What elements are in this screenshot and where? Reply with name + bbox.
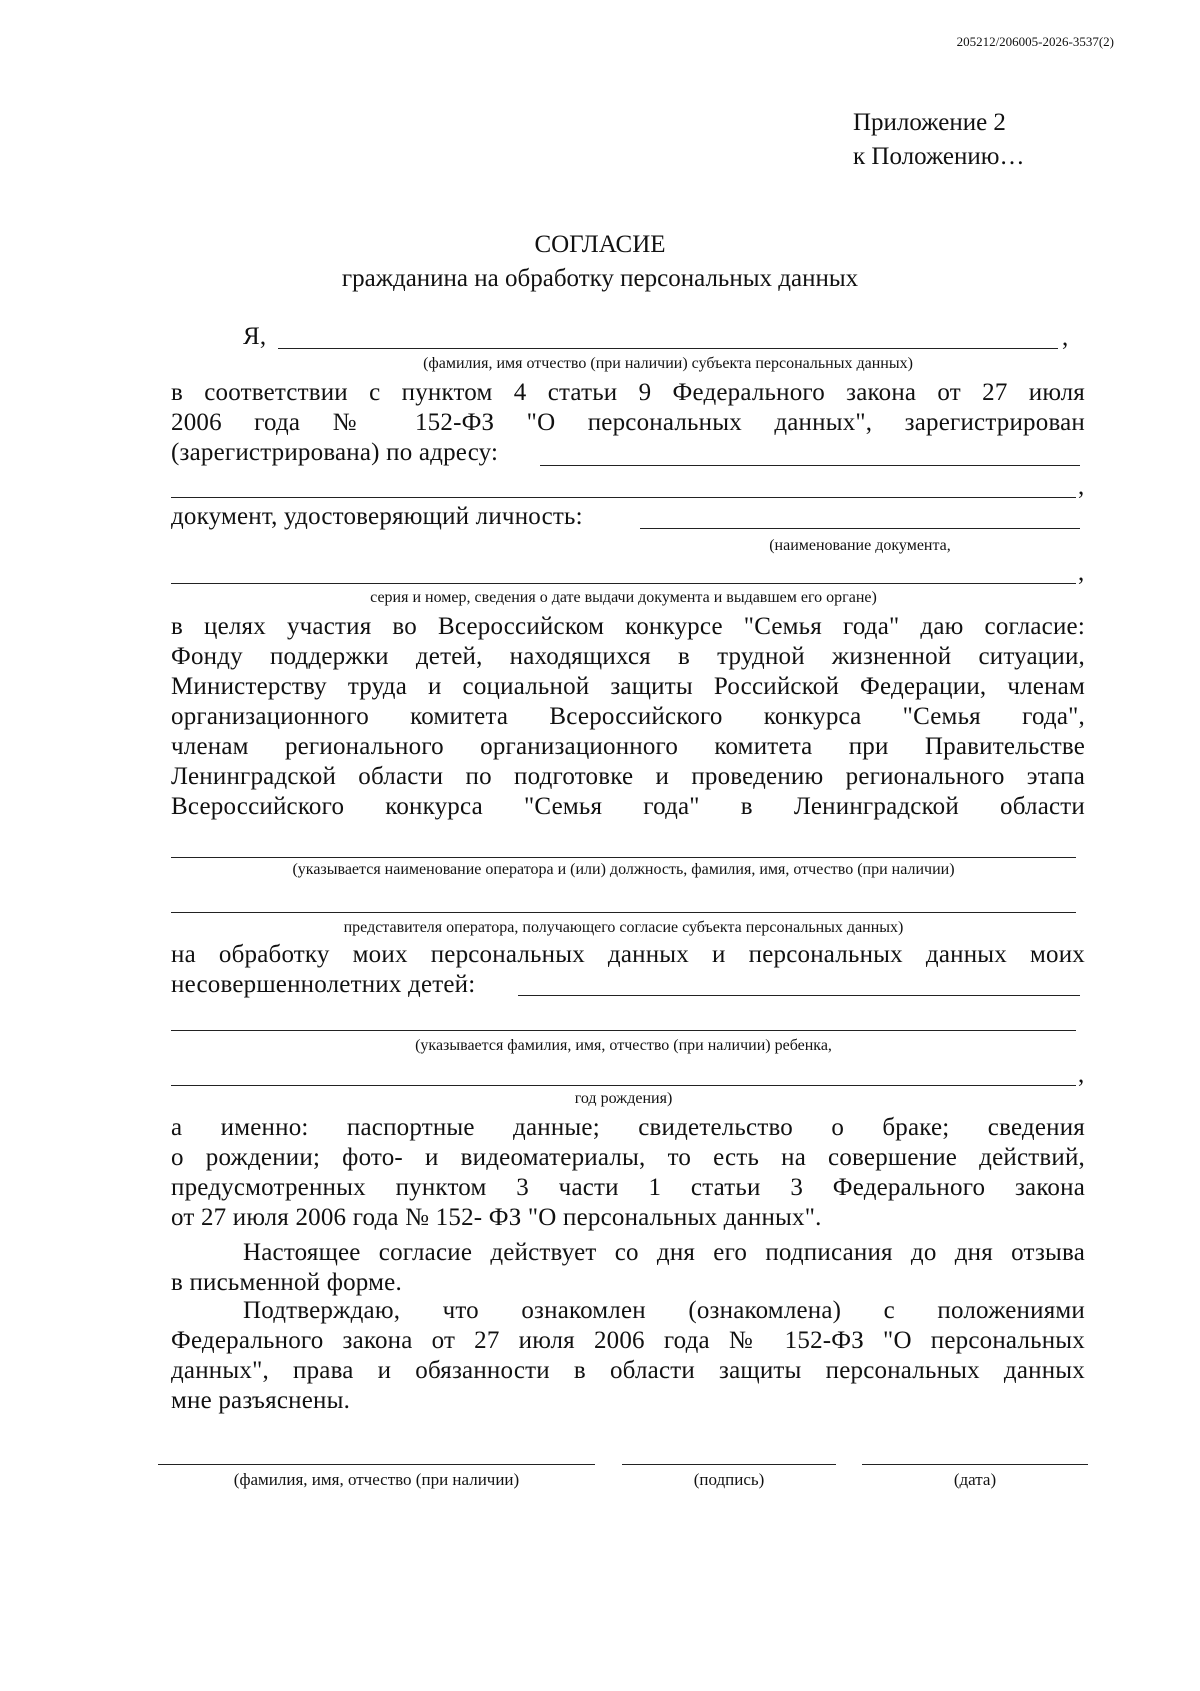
caption-operator: (указывается наименование оператора и (или) должность, фамилия, имя, отчество (при наличии): [292, 861, 955, 878]
text-line: Настоящее согласие действует со дня его подписания до дня отзыва: [243, 1239, 1085, 1266]
text-line: на обработку моих персональных данных и персональных данных моих: [171, 941, 1085, 968]
paragraph-registration: [171, 378, 1085, 468]
signature-field-line[interactable]: [622, 1464, 836, 1465]
address-field-line-2[interactable]: [171, 497, 1076, 498]
caption-child-name: (указывается фамилия, имя, отчество (при наличии) ребенка,: [415, 1037, 832, 1054]
text-line: Министерству труда и социальной защиты Российской Федерации, членам: [171, 673, 1085, 700]
comma: ,: [1062, 324, 1069, 351]
caption-document-details: серия и номер, сведения о дате выдачи документа и выдавшем его органе): [370, 589, 877, 606]
text-line: членам регионального организационного комитета при Правительстве: [171, 733, 1085, 760]
text-line: Всероссийского конкурса "Семья года" в Ленинградской области: [171, 793, 1085, 820]
document-reference-number: 205212/206005-2026-3537(2): [956, 34, 1114, 49]
operator-representative-field-line[interactable]: [171, 912, 1076, 913]
caption-birth-year: год рождения): [574, 1090, 673, 1107]
caption-signature-name: (фамилия, имя, отчество (при наличии): [233, 1470, 520, 1489]
document-details-field-line[interactable]: [171, 583, 1076, 584]
children-field-line[interactable]: [518, 995, 1080, 996]
text-line: (зарегистрирована) по адресу:: [171, 439, 499, 466]
annex-note: [853, 106, 1024, 174]
operator-field-line[interactable]: [171, 857, 1076, 858]
children-field-line-2[interactable]: [171, 1030, 1076, 1031]
caption-document-name: (наименование документа,: [769, 537, 951, 554]
caption-operator-representative: представителя оператора, получающего согласие субъекта персональных данных): [343, 919, 904, 936]
caption-signature: (подпись): [693, 1470, 765, 1489]
text-line: 2006 года № 152-ФЗ "О персональных данных", зарегистрирован: [171, 409, 1085, 436]
paragraph-data-types: [171, 1113, 1085, 1233]
text-line: организационного комитета Всероссийского конкурса "Семья года",: [171, 703, 1085, 730]
text-line: Фонду поддержки детей, находящихся в трудной жизненной ситуации,: [171, 643, 1085, 670]
text-line: в письменной форме.: [171, 1269, 402, 1296]
identity-document-field-line[interactable]: [640, 528, 1080, 529]
document-title: [0, 228, 1200, 296]
paragraph-processing: [171, 940, 1085, 1000]
text-line: Подтверждаю, что ознакомлен (ознакомлена) с положениями: [243, 1297, 1085, 1324]
text-line: мне разъяснены.: [171, 1387, 351, 1414]
identity-document-label: документ, удостоверяющий личность:: [171, 503, 583, 530]
comma: ,: [1078, 1061, 1085, 1088]
date-field-line[interactable]: [862, 1464, 1088, 1465]
paragraph-validity: [171, 1238, 1085, 1298]
text-line: в соответствии с пунктом 4 статьи 9 Федерального закона от 27 июля: [171, 379, 1085, 406]
title-sub: гражданина на обработку персональных данных: [341, 265, 859, 292]
comma: ,: [1078, 559, 1085, 586]
text-line: о рождении; фото- и видеоматериалы, то есть на совершение действий,: [171, 1144, 1085, 1171]
text-line: данных", права и обязанности в области защиты персональных данных: [171, 1357, 1085, 1384]
annex-line-1: Приложение 2: [853, 109, 1006, 136]
address-field-line[interactable]: [540, 465, 1080, 466]
name-field-line[interactable]: [278, 348, 1058, 349]
signature-name-field-line[interactable]: [158, 1464, 595, 1465]
caption-subject-name: (фамилия, имя отчество (при наличии) субъекта персональных данных): [423, 355, 913, 372]
text-line: а именно: паспортные данные; свидетельство о браке; сведения: [171, 1114, 1085, 1141]
text-line: несовершеннолетних детей:: [171, 971, 476, 998]
child-birth-year-field-line[interactable]: [171, 1085, 1076, 1086]
paragraph-acknowledgement: [171, 1296, 1085, 1416]
text-line: предусмотренных пунктом 3 части 1 статьи 3 Федерального закона: [171, 1174, 1085, 1201]
caption-date: (дата): [953, 1470, 997, 1489]
title-main: СОГЛАСИЕ: [534, 231, 666, 258]
i-label: Я,: [243, 323, 267, 350]
text-line: Ленинградской области по подготовке и проведению регионального этапа: [171, 763, 1085, 790]
text-line: в целях участия во Всероссийском конкурсе "Семья года" даю согласие:: [171, 613, 1085, 640]
annex-line-2: к Положению…: [853, 143, 1025, 170]
comma: ,: [1078, 473, 1085, 500]
paragraph-consent-recipients: [171, 612, 1085, 822]
text-line: от 27 июля 2006 года № 152- ФЗ "О персональных данных".: [171, 1204, 822, 1231]
text-line: Федерального закона от 27 июля 2006 года № 152-ФЗ "О персональных: [171, 1327, 1085, 1354]
